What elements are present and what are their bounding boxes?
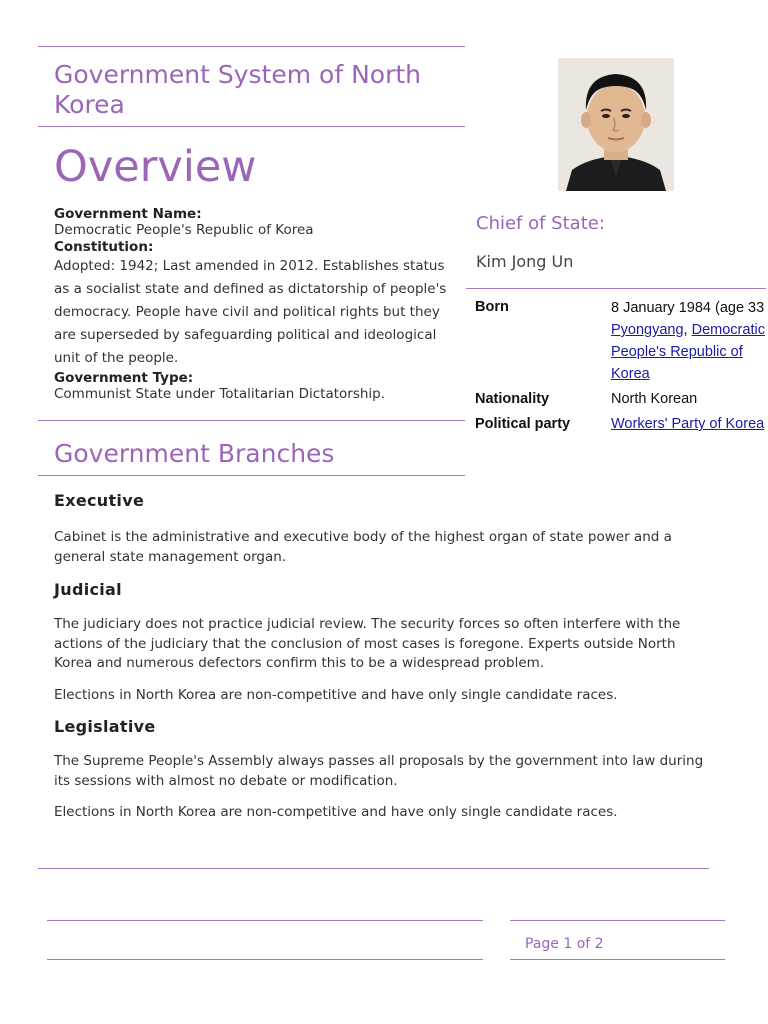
infobox-party-label: Political party (475, 416, 571, 432)
government-name-value: Democratic People's Republic of Korea (54, 222, 314, 238)
executive-section (54, 491, 704, 567)
judicial-title: Judicial (54, 580, 122, 599)
chief-of-state-label: Chief of State: (476, 213, 605, 234)
dprk-link-part3[interactable]: Korea (611, 366, 650, 382)
infobox-born-label: Born (475, 299, 509, 315)
chief-of-state-name: Kim Jong Un (476, 252, 574, 271)
legislative-elections-text: Elections in North Korea are non-competitive and have only single candidate races. (54, 804, 618, 820)
overview-heading: Overview (54, 142, 257, 192)
rule-under-branches (38, 475, 465, 476)
chief-portrait (558, 58, 674, 191)
constitution-value: Adopted: 1942; Last amended in 2012. Establishes status as a socialist state and defined as dictatorship of people's democracy. People have civil and political rights but they are superseded by safeguarding political and ideological unit of the people. (54, 258, 447, 366)
infobox-nationality-value: North Korean (611, 391, 698, 407)
government-name-label: Government Name: (54, 206, 202, 222)
born-separator: , (683, 322, 692, 338)
page-number: Page 1 of 2 (525, 936, 604, 952)
dprk-link-part1[interactable]: Democratic (691, 322, 765, 338)
footer-rule-left-top (47, 920, 483, 921)
dprk-link-part2[interactable]: People's Republic of (611, 344, 743, 360)
overview-section (54, 206, 464, 403)
infobox-nationality-label: Nationality (475, 391, 550, 407)
legislative-section (54, 717, 704, 823)
government-type-label: Government Type: (54, 370, 194, 386)
footer-rule-right-bottom (510, 959, 725, 960)
infobox-born-value (611, 297, 765, 385)
judicial-elections-text: Elections in North Korea are non-competitive and have only single candidate races. (54, 686, 618, 703)
pyongyang-link[interactable]: Pyongyang (611, 322, 684, 338)
judicial-section (54, 580, 704, 705)
government-type-value: Communist State under Totalitarian Dictatorship. (54, 386, 386, 402)
executive-text: Cabinet is the administrative and executive body of the highest organ of state power and a general state management organ. (54, 529, 672, 565)
footer-rule-left-bottom (47, 959, 483, 960)
infobox-party-value (611, 413, 764, 435)
born-date: 8 January 1984 (age 33 (611, 300, 765, 316)
footer-rule-right-top (510, 920, 725, 921)
rule-bottom (38, 868, 709, 869)
legislative-title: Legislative (54, 717, 156, 736)
rule-under-title (38, 126, 465, 127)
workers-party-link[interactable]: Workers' Party of Korea (611, 416, 765, 432)
portrait-image (558, 58, 674, 191)
rule-top (38, 46, 465, 47)
judicial-text: The judiciary does not practice judicial review. The security forces so often interfere with the actions of the judiciary that the conclusion of most cases is foregone. Experts outside North Korea and numerous defectors confirm this to be a widespread problem. (54, 616, 681, 671)
executive-title: Executive (54, 491, 145, 510)
branches-heading: Government Branches (54, 439, 335, 468)
born-place-line (611, 319, 765, 341)
legislative-text: The Supreme People's Assembly always passes all proposals by the government into law during its sessions with almost no debate or modification. (54, 753, 704, 789)
rule-under-chief (466, 288, 766, 289)
constitution-label: Constitution: (54, 239, 154, 255)
document-title: Government System of North Korea (54, 60, 421, 119)
rule-above-branches (38, 420, 465, 421)
